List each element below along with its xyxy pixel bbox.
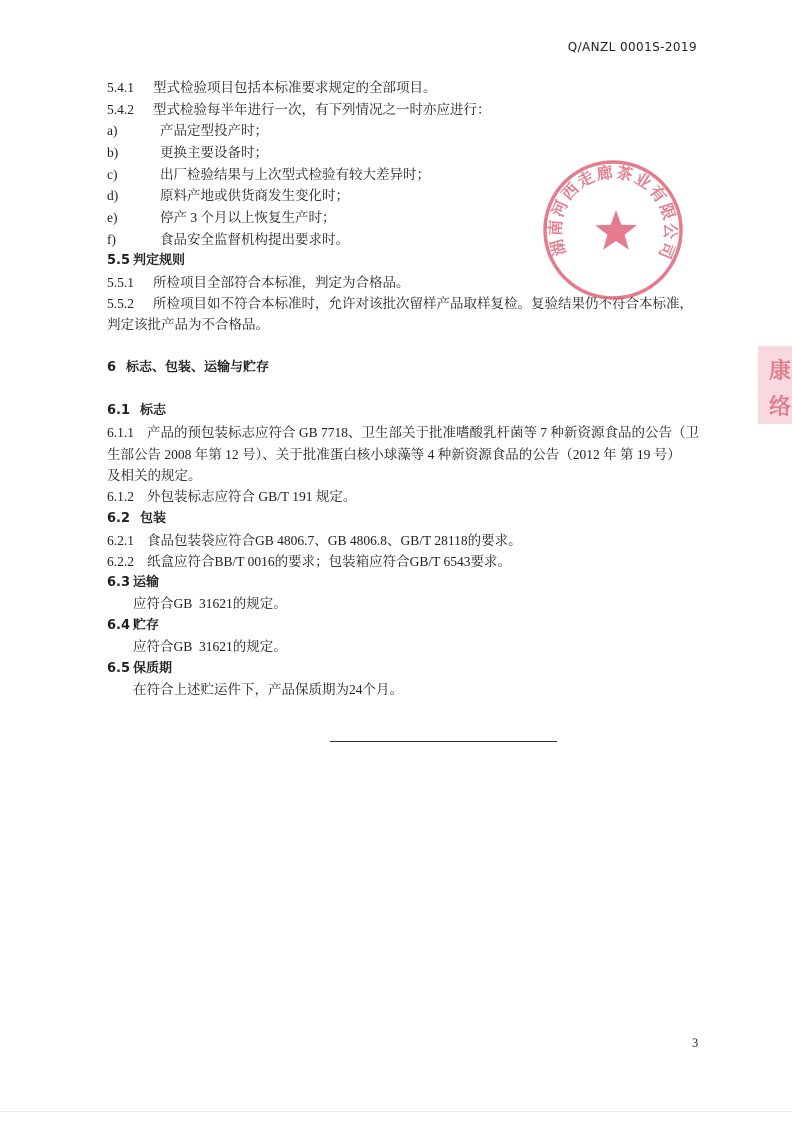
list-marker: c) xyxy=(107,167,118,182)
clause-number: 5.4.1 xyxy=(107,80,134,95)
chapter-number: 6 xyxy=(107,360,117,375)
section-text: 应符合GB 31621的规定。 xyxy=(133,639,287,654)
list-marker: d) xyxy=(107,188,119,203)
list-marker: f) xyxy=(107,232,116,247)
section-text: 在符合上述贮运件下，产品保质期为24个月。 xyxy=(133,682,403,697)
list-item: 原料产地或供货商发生变化时； xyxy=(160,188,349,203)
clause-number: 6.2.2 xyxy=(107,554,134,569)
clause-number: 6.1.2 xyxy=(107,489,134,504)
edge-seal-char: 络 xyxy=(769,395,792,420)
list-item: 产品定型投产时； xyxy=(160,123,268,138)
section-heading: 保质期 xyxy=(133,661,173,676)
list-item: 食品安全监督机构提出要求时。 xyxy=(160,232,349,247)
seal-text: 湖南河西走廊茶业有限公司 xyxy=(545,162,681,264)
section-number: 6.3 xyxy=(107,575,131,590)
clause-text: 型式检验项目包括本标准要求规定的全部项目。 xyxy=(153,80,437,95)
clause-number: 5.4.2 xyxy=(107,102,134,117)
clause-text: 外包装标志应符合 GB/T 191 规定。 xyxy=(147,489,357,504)
clause-text-continuation: 判定该批产品为不合格品。 xyxy=(107,317,269,332)
edge-seal-char: 康 xyxy=(769,359,792,384)
clause-number: 6.2.1 xyxy=(107,533,134,548)
section-heading: 标志 xyxy=(140,403,167,418)
section-heading: 包装 xyxy=(140,511,167,526)
end-of-document-rule xyxy=(330,741,557,742)
section-number: 6.5 xyxy=(107,661,131,676)
list-item: 出厂检验结果与上次型式检验有较大差异时； xyxy=(160,167,430,182)
section-text: 应符合GB 31621的规定。 xyxy=(133,596,287,611)
clause-text: 产品的预包装标志应符合 GB 7718、卫生部关于批准嗜酸乳杆菌等 7 种新资源食品的公告（卫 xyxy=(147,425,700,440)
clause-number: 5.5.2 xyxy=(107,296,134,311)
section-number: 6.1 xyxy=(107,403,131,418)
seal-star-icon xyxy=(595,210,637,250)
page-number: 3 xyxy=(692,1036,699,1050)
company-seal xyxy=(528,148,698,318)
list-marker: b) xyxy=(107,145,119,160)
clause-text: 食品包装袋应符合GB 4806.7、GB 4806.8、GB/T 28118的要求。 xyxy=(147,533,522,548)
list-item: 停产 3 个月以上恢复生产时； xyxy=(160,210,336,225)
clause-text-continuation: 生部公告 2008 年第 12 号）、关于批准蛋白核小球藻等 4 种新资源食品的公告（2012 年 第 19 号） xyxy=(107,447,681,462)
section-number: 5.5 xyxy=(107,253,131,268)
document-code: Q/ANZL 0001S-2019 xyxy=(567,40,697,54)
clause-text-continuation: 及相关的规定。 xyxy=(107,468,202,483)
list-marker: e) xyxy=(107,210,118,225)
list-item: 更换主要设备时； xyxy=(160,145,268,160)
chapter-heading: 标志、包装、运输与贮存 xyxy=(126,360,270,375)
section-heading: 判定规则 xyxy=(133,253,186,268)
clause-text: 所检项目全部符合本标准，判定为合格品。 xyxy=(153,275,410,290)
clause-number: 6.1.1 xyxy=(107,425,134,440)
clause-number: 5.5.1 xyxy=(107,275,134,290)
edge-seal-fragment xyxy=(752,342,792,428)
scan-edge-line xyxy=(0,1111,792,1112)
section-heading: 运输 xyxy=(133,575,160,590)
clause-text: 纸盒应符合BB/T 0016的要求；包装箱应符合GB/T 6543要求。 xyxy=(147,554,512,569)
clause-text: 型式检验每半年进行一次，有下列情况之一时亦应进行： xyxy=(153,102,491,117)
seal-lettering xyxy=(546,162,681,263)
section-number: 6.2 xyxy=(107,511,131,526)
list-marker: a) xyxy=(107,123,118,138)
section-number: 6.4 xyxy=(107,618,131,633)
section-heading: 贮存 xyxy=(133,618,160,633)
clause-text: 所检项目如不符合本标准时，允许对该批次留样产品取样复检。复验结果仍不符合本标准， xyxy=(153,296,693,311)
